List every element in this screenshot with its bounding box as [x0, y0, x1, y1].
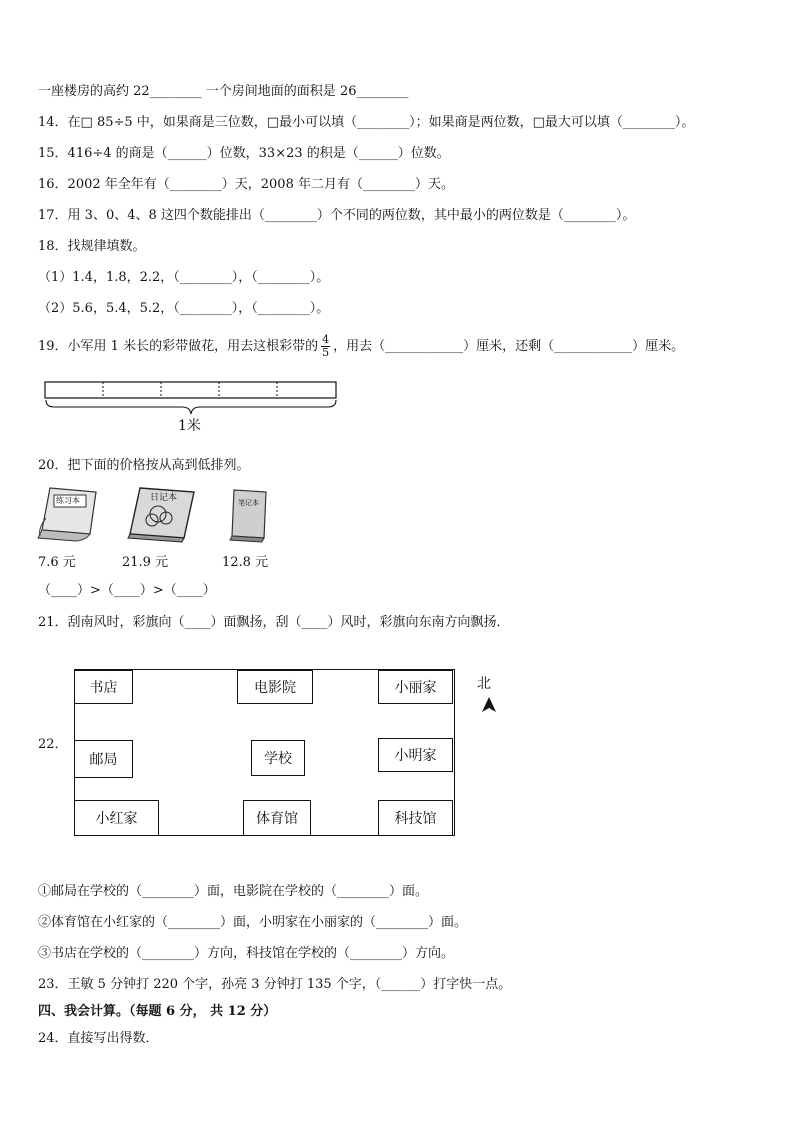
map-science-museum: 科技馆: [378, 800, 453, 836]
question-16: 16．2002 年全年有（________）天，2008 年二月有（________）天。: [38, 177, 454, 192]
ribbon-brace: [46, 400, 336, 414]
ribbon-diagram: [44, 380, 340, 416]
map-bookstore: 书店: [74, 670, 133, 704]
map-school: 学校: [251, 740, 305, 776]
question-19: [38, 327, 684, 367]
price-exercise-book: 7.6 元: [38, 555, 76, 570]
question-18: 18．找规律填数。: [38, 239, 146, 254]
question-15: 15．416÷4 的商是（______）位数，33×23 的积是（______）位数。: [38, 146, 450, 161]
question-19-text-a: 19．小军用 1 米长的彩带做花，用去这根彩带的: [38, 339, 319, 354]
price-notebook: 12.8 元: [222, 555, 269, 570]
map-post-office: 邮局: [74, 740, 133, 778]
section-4-heading: 四、我会计算。（每题 6 分， 共 12 分）: [38, 1004, 277, 1019]
question-23: 23．王敏 5 分钟打 220 个字，孙亮 3 分钟打 135 个字，（______）打字快一点。: [38, 977, 512, 992]
question-21: 21．刮南风时，彩旗向（____）面飘扬，刮（____）风时，彩旗向东南方向飘扬．: [38, 615, 510, 630]
question-18-part-2: （2）5.6，5.4，5.2，（________），（________）。: [38, 301, 330, 316]
question-18-part-1: （1）1.4，1.8，2.2，（________），（________）。: [38, 270, 330, 285]
notebook-cover: 笔记本: [238, 499, 259, 507]
question-22-number: 22．: [38, 737, 68, 752]
map-xiaoming-home: 小明家: [378, 738, 453, 772]
ribbon-length-label: 1米: [178, 418, 201, 434]
map-cinema: 电影院: [237, 670, 313, 704]
map-xiaoli-home: 小丽家: [378, 670, 453, 704]
price-diary: 21.9 元: [122, 555, 169, 570]
north-label: 北: [477, 676, 491, 692]
question-22-part-2: ②体育馆在小红家的（________）面，小明家在小丽家的（________）面。: [38, 915, 468, 930]
ribbon-rect: [45, 382, 336, 398]
map-gym: 体育馆: [243, 800, 311, 836]
north-arrow-icon: [480, 696, 498, 714]
diary-book-cover: 日记本: [150, 493, 178, 503]
question-20-order: （____）>（____）>（____）: [38, 583, 216, 598]
question-20: 20．把下面的价格按从高到低排列。: [38, 458, 250, 473]
exercise-book-icon: [36, 484, 100, 546]
fraction-denominator: 5: [322, 346, 330, 359]
question-24: 24．直接写出得数．: [38, 1031, 159, 1046]
question-14: 14．在□ 85÷5 中，如果商是三位数，□最小可以填（________）；如果商是两位数，□最大可以填（________）。: [38, 115, 695, 130]
fraction-numerator: 4: [322, 333, 330, 346]
question-17: 17．用 3、0、4、8 这四个数能排出（________）个不同的两位数，其中最小的两位数是（________）。: [38, 208, 636, 223]
question-19-text-b: ，用去（____________）厘米，还剩（____________）厘米。: [333, 339, 685, 354]
notebook-icon: [226, 488, 270, 544]
fraction: [321, 334, 330, 359]
question-22-part-3: ③书店在学校的（________）方向，科技馆在学校的（________）方向。: [38, 946, 455, 961]
fill-blank-line: 一座楼房的高约 22________ 一个房间地面的面积是 26________: [38, 84, 409, 99]
exercise-book-cover: 练习本: [56, 496, 80, 505]
question-22-part-1: ①邮局在学校的（________）面，电影院在学校的（________）面。: [38, 884, 429, 899]
map-xiaohong-home: 小红家: [74, 800, 159, 836]
